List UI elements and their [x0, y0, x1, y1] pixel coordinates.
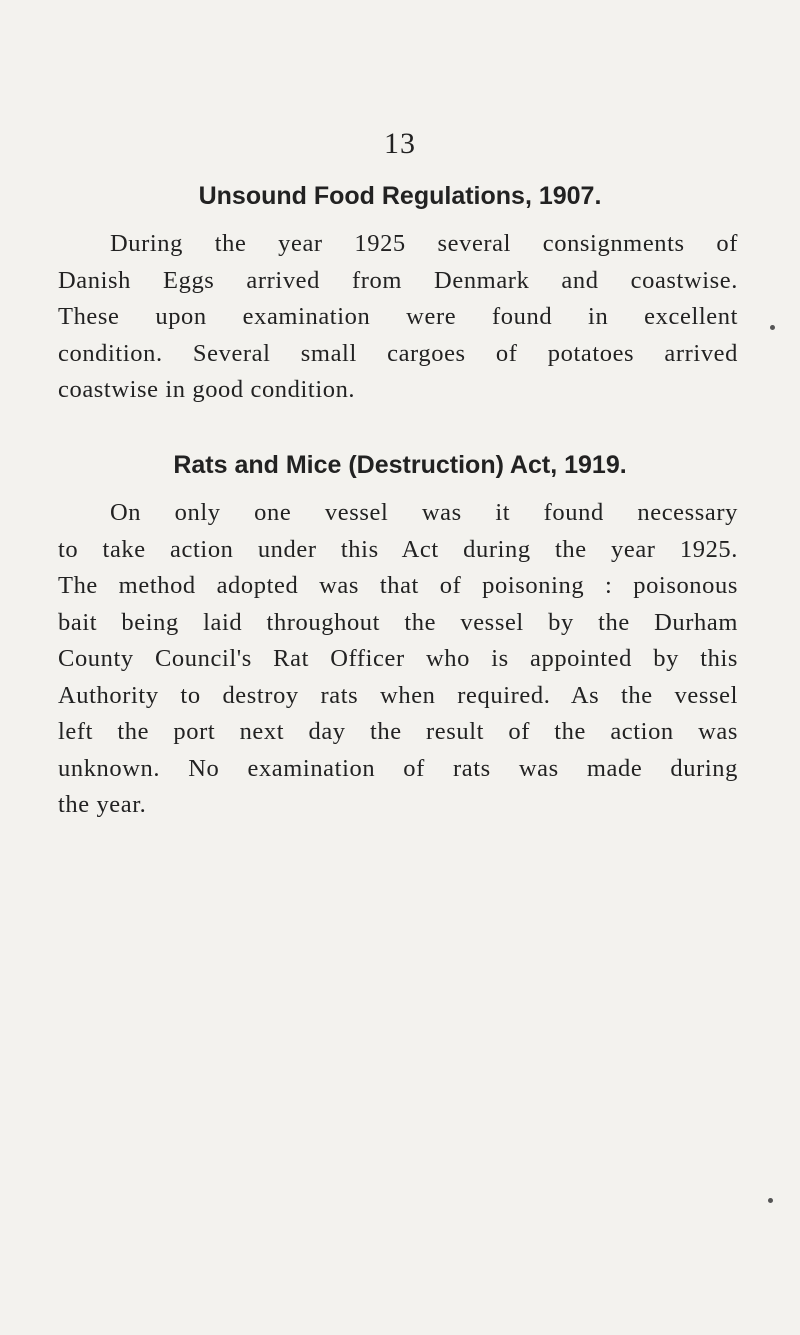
paragraph-line: condition. Several small cargoes of potatoes arrived: [58, 339, 738, 367]
paragraph-line: left the port next day the result of the action was: [58, 718, 738, 745]
paragraph-line: the year.: [58, 791, 147, 818]
paragraph-line: County Council's Rat Officer who is appointed by this: [58, 645, 738, 672]
page-number: 13: [384, 127, 416, 160]
section-heading-unsound-food: Unsound Food Regulations, 1907.: [198, 182, 602, 210]
paragraph-rats-and-mice: [58, 495, 738, 824]
paragraph-line: to take action under this Act during the year 1925.: [58, 535, 738, 563]
paragraph-unsound-food: [58, 226, 738, 409]
paragraph-line: On only one vessel was it found necessary: [110, 499, 738, 526]
paragraph-line: During the year 1925 several consignments of: [110, 230, 738, 257]
paper-speck: [768, 1198, 773, 1203]
paper-speck: [770, 325, 775, 330]
paragraph-line: bait being laid throughout the vessel by the Durham: [58, 608, 738, 636]
paragraph-line: Authority to destroy rats when required. As the vessel: [58, 681, 738, 709]
paragraph-line: The method adopted was that of poisoning : poisonous: [58, 572, 738, 599]
paragraph-line: Danish Eggs arrived from Denmark and coastwise.: [58, 266, 738, 294]
section-heading-rats-and-mice: Rats and Mice (Destruction) Act, 1919.: [173, 451, 627, 479]
paragraph-line: These upon examination were found in excellent: [58, 303, 738, 330]
paragraph-line: coastwise in good condition.: [58, 376, 356, 403]
paragraph-line: unknown. No examination of rats was made during: [58, 754, 738, 782]
